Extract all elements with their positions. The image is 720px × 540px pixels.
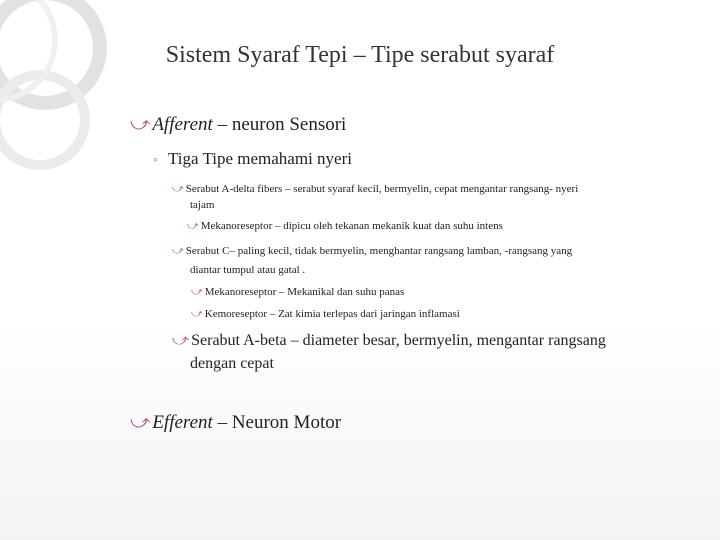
list-item-a-beta: [172, 332, 606, 350]
serabut-c-text: Serabut C– paling kecil, tidak bermyelin, menghantar rangsang lamban, -rangsang yang: [185, 245, 573, 257]
list-item-kemoreseptor: [191, 308, 460, 321]
bullet-icon: ⤻: [191, 308, 203, 320]
list-item-mekanoreseptor-2: [191, 286, 404, 299]
bullet-icon: ⤻: [187, 220, 199, 232]
bullet-icon: ⤻: [172, 332, 190, 349]
mekano2-text: Mekanoreseptor – Mekanikal dan suhu panas: [204, 286, 405, 298]
efferent-desc: – Neuron Motor: [212, 412, 342, 433]
bullet-icon: ⤻: [191, 286, 203, 298]
a-delta-text: Serabut A-delta fibers – serabut syaraf kecil, bermyelin, cepat mengantar rangsang- nyeri: [185, 183, 579, 195]
bullet-icon: ⤻: [130, 412, 151, 433]
list-item-serabut-c: [172, 245, 572, 258]
list-item-tiga-tipe: [153, 149, 352, 169]
list-item-a-delta-cont: tajam: [190, 199, 215, 211]
afferent-desc: – neuron Sensori: [212, 114, 347, 135]
afferent-term: Afferent: [152, 114, 213, 135]
tiga-tipe-text: Tiga Tipe memahami nyeri: [167, 149, 352, 168]
list-item-efferent: [130, 412, 341, 434]
slide-title: Sistem Syaraf Tepi – Tipe serabut syaraf: [165, 42, 555, 68]
list-item-a-delta: [172, 183, 578, 196]
list-item-serabut-c-cont: diantar tumpul atau gatal .: [190, 264, 306, 276]
mekano1-text: Mekanoreseptor – dipicu oleh tekanan mekanik kuat dan suhu intens: [200, 220, 503, 232]
list-item-mekanoreseptor-1: [187, 220, 503, 233]
bullet-icon: ⤻: [172, 245, 184, 257]
ring-bullet-icon: ◦: [153, 153, 158, 168]
list-item-afferent: [130, 114, 346, 136]
bullet-icon: ⤻: [172, 183, 184, 195]
list-item-a-beta-cont: dengan cepat: [190, 355, 274, 372]
efferent-term: Efferent: [152, 412, 213, 433]
bullet-icon: ⤻: [130, 114, 151, 135]
kemo-text: Kemoreseptor – Zat kimia terlepas dari jaringan inflamasi: [204, 308, 460, 320]
a-beta-text: Serabut A-beta – diameter besar, bermyelin, mengantar rangsang: [191, 332, 606, 349]
